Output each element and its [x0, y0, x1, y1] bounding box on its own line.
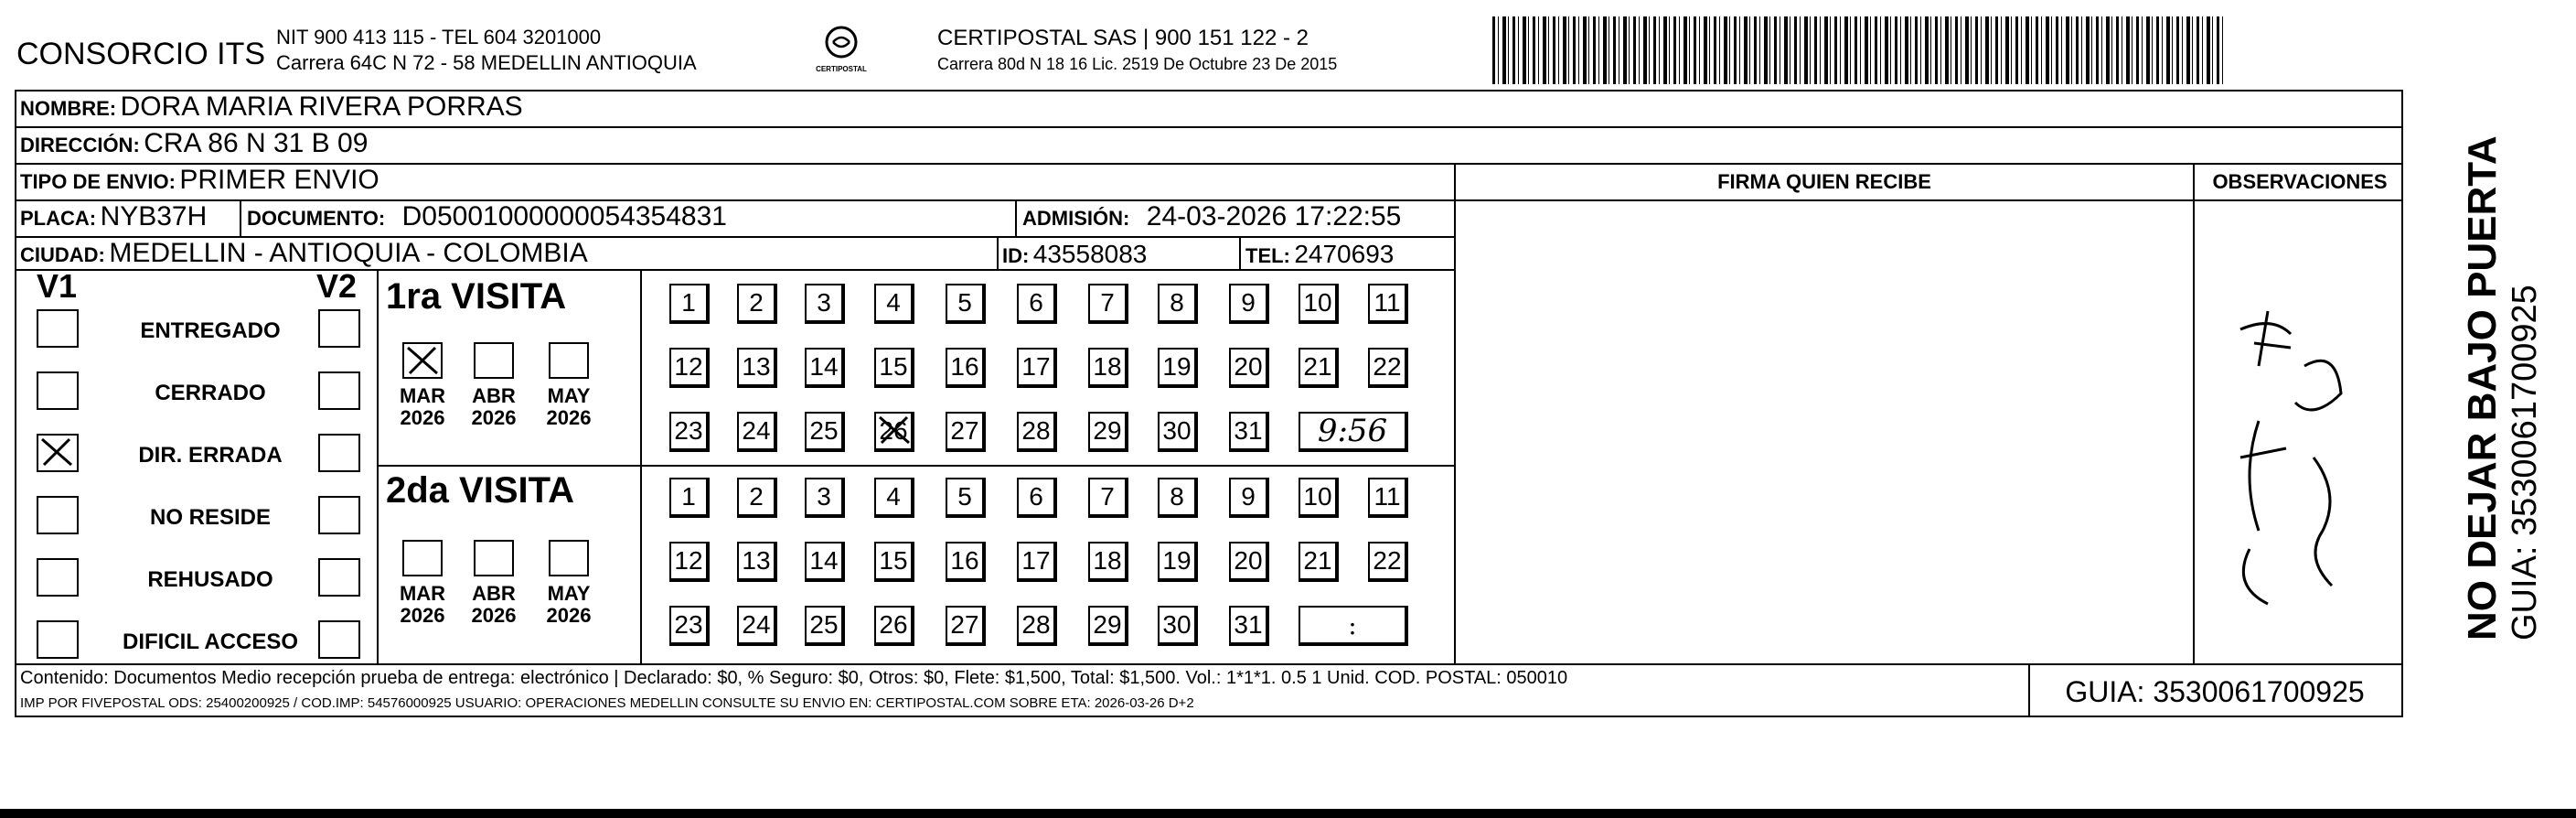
v2-checkbox-3[interactable] [318, 496, 360, 534]
visita2-day-23[interactable]: 23 [669, 606, 710, 646]
visita2-month-box-2[interactable] [549, 540, 589, 576]
visita2-day-10[interactable]: 10 [1299, 478, 1339, 518]
bottom-rule [0, 809, 2576, 818]
company-name: CONSORCIO ITS [16, 37, 266, 71]
visita2-day-4[interactable]: 4 [874, 478, 914, 518]
visita1-day-28[interactable]: 28 [1017, 412, 1057, 452]
ciudad-label: CIUDAD: [20, 243, 105, 266]
tipo-value: PRIMER ENVIO [179, 165, 379, 195]
visita2-day-24[interactable]: 24 [737, 606, 777, 646]
v2-label: V2 [316, 267, 358, 305]
status-label-1: CERRADO [155, 381, 266, 405]
visita2-day-18[interactable]: 18 [1088, 542, 1128, 582]
visita1-day-31[interactable]: 31 [1229, 412, 1269, 452]
visita2-title: 2da VISITA [386, 470, 574, 511]
visita1-month-label-2: MAY [547, 384, 591, 407]
visita1-day-25[interactable]: 25 [805, 412, 845, 452]
visita2-month-box-1[interactable] [474, 540, 514, 576]
visita2-day-12[interactable]: 12 [669, 542, 710, 582]
visita1-day-27[interactable]: 27 [946, 412, 986, 452]
visita2-day-25[interactable]: 25 [805, 606, 845, 646]
v2-checkbox-5[interactable] [318, 620, 360, 659]
v1-checkbox-1[interactable] [37, 371, 79, 410]
visita2-month-box-0[interactable] [402, 540, 443, 576]
footer-contenido: Contenido: Documentos Medio recepción prueba de entrega: electrónico | Declarado: $0, % Seguro: $0, Otros: $0, Flete: $1,500, Total: $1,500. Vol.: 1*1*1. 0.5 1 Unid. COD. POSTAL: 050010 [20, 668, 1568, 688]
id-value: 43558083 [1032, 240, 1148, 268]
visita1-day-23[interactable]: 23 [669, 412, 710, 452]
visita1-month-box-0[interactable] [402, 342, 443, 379]
visita2-month-label-1: ABR [472, 582, 516, 605]
visita1-day-12[interactable]: 12 [669, 348, 710, 388]
tel-label: TEL: [1245, 244, 1290, 267]
visita2-day-9[interactable]: 9 [1229, 478, 1269, 518]
footer-guia: GUIA: 3530061700925 [2065, 675, 2365, 708]
visita1-day-10[interactable]: 10 [1299, 284, 1339, 324]
certipostal-logo-icon [823, 24, 860, 60]
visita2-day-1[interactable]: 1 [669, 478, 710, 518]
v1-checkbox-5[interactable] [37, 620, 79, 659]
nit-line: NIT 900 413 115 - TEL 604 3201000 [276, 26, 602, 48]
visita2-day-22[interactable]: 22 [1368, 542, 1408, 582]
visita2-day-28[interactable]: 28 [1017, 606, 1057, 646]
tipo-label: TIPO DE ENVIO: [20, 170, 176, 193]
visita1-month-label-0: MAR [399, 384, 446, 407]
visita1-day-mark [876, 414, 913, 453]
visita2-day-17[interactable]: 17 [1017, 542, 1057, 582]
status-label-3: NO RESIDE [149, 505, 272, 530]
visita2-day-19[interactable]: 19 [1158, 542, 1198, 582]
visita2-day-8[interactable]: 8 [1158, 478, 1198, 518]
handwriting-scribble [2204, 293, 2378, 640]
visita1-day-3[interactable]: 3 [805, 284, 845, 324]
visita1-month-label-1: ABR [472, 384, 516, 407]
status-label-0: ENTREGADO [140, 318, 281, 343]
documento-value: D05001000000054354831 [401, 201, 727, 231]
visita1-day-9[interactable]: 9 [1229, 284, 1269, 324]
id-label: ID: [1002, 244, 1030, 267]
v2-checkbox-2[interactable] [318, 434, 360, 472]
visita2-month-year-1: 2026 [471, 604, 517, 627]
visita1-month-year-1: 2026 [471, 406, 517, 429]
visita2-day-6[interactable]: 6 [1017, 478, 1057, 518]
direccion-label: DIRECCIÓN: [20, 134, 140, 156]
status-label-5: DIFICIL ACCESO [122, 630, 298, 654]
admision-label: ADMISIÓN: [1022, 207, 1130, 230]
visita2-day-15[interactable]: 15 [874, 542, 914, 582]
visita2-day-29[interactable]: 29 [1088, 606, 1128, 646]
side-text [2460, 91, 2560, 640]
status-label-4: REHUSADO [147, 567, 273, 592]
visita2-day-3[interactable]: 3 [805, 478, 845, 518]
visita2-day-11[interactable]: 11 [1368, 478, 1408, 518]
placa-label: PLACA: [20, 207, 97, 230]
v1-label: V1 [37, 267, 78, 305]
visita2-month-label-2: MAY [547, 582, 591, 605]
barcode [1492, 16, 2224, 84]
admision-value: 24-03-2026 17:22:55 [1146, 201, 1402, 231]
visita2-day-30[interactable]: 30 [1158, 606, 1198, 646]
visita2-month-year-2: 2026 [546, 604, 592, 627]
status-label-2: DIR. ERRADA [138, 443, 283, 468]
logo-text: CERTIPOSTAL [816, 65, 867, 73]
carrier-address: Carrera 80d N 18 16 Lic. 2519 De Octubre 23 De 2015 [937, 55, 1338, 73]
v1-checkbox-4[interactable] [37, 558, 79, 597]
visita1-day-2[interactable]: 2 [737, 284, 777, 324]
v1-checkbox-3[interactable] [37, 496, 79, 534]
visita2-day-26[interactable]: 26 [874, 606, 914, 646]
visita1-day-15[interactable]: 15 [874, 348, 914, 388]
visita1-day-5[interactable]: 5 [946, 284, 986, 324]
visita1-day-22[interactable]: 22 [1368, 348, 1408, 388]
visita1-day-17[interactable]: 17 [1017, 348, 1057, 388]
visita2-month-label-0: MAR [399, 582, 446, 605]
documento-label: DOCUMENTO: [247, 207, 386, 230]
visita2-day-5[interactable]: 5 [946, 478, 986, 518]
visita1-day-1[interactable]: 1 [669, 284, 710, 324]
visita1-day-13[interactable]: 13 [737, 348, 777, 388]
firma-header: FIRMA QUIEN RECIBE [1717, 170, 1931, 193]
visita1-day-16[interactable]: 16 [946, 348, 986, 388]
visita1-month-year-0: 2026 [400, 406, 445, 429]
visita1-day-29[interactable]: 29 [1088, 412, 1128, 452]
certipostal-logo [812, 24, 871, 82]
side-warning: NO DEJAR BAJO PUERTA [2460, 135, 2505, 640]
v1-checkbox-2[interactable] [37, 434, 79, 472]
visita1-day-14[interactable]: 14 [805, 348, 845, 388]
visita1-month-box-1[interactable] [474, 342, 514, 379]
visita1-day-24[interactable]: 24 [737, 412, 777, 452]
observaciones-header: OBSERVACIONES [2212, 170, 2388, 193]
visita1-time-box[interactable]: 9:56 [1299, 412, 1408, 452]
visita1-day-21[interactable]: 21 [1299, 348, 1339, 388]
visita1-month-box-2[interactable] [549, 342, 589, 379]
visita1-day-26[interactable]: 26 [874, 412, 914, 452]
visita2-day-13[interactable]: 13 [737, 542, 777, 582]
ciudad-value: MEDELLIN - ANTIOQUIA - COLOMBIA [109, 238, 588, 268]
observaciones-handwritten [2204, 293, 2378, 640]
visita1-day-8[interactable]: 8 [1158, 284, 1198, 324]
direccion-value: CRA 86 N 31 B 09 [144, 128, 369, 158]
visita1-day-20[interactable]: 20 [1229, 348, 1269, 388]
carrier-name: CERTIPOSTAL SAS | 900 151 122 - 2 [937, 26, 1309, 50]
visita1-month-year-2: 2026 [546, 406, 592, 429]
visita1-day-30[interactable]: 30 [1158, 412, 1198, 452]
visita1-day-18[interactable]: 18 [1088, 348, 1128, 388]
visita1-title: 1ra VISITA [386, 276, 567, 317]
visita2-day-2[interactable]: 2 [737, 478, 777, 518]
nombre-label: NOMBRE: [20, 97, 117, 120]
nombre-value: DORA MARIA RIVERA PORRAS [120, 91, 523, 122]
visita2-month-year-0: 2026 [400, 604, 445, 627]
visita2-day-16[interactable]: 16 [946, 542, 986, 582]
visita2-day-14[interactable]: 14 [805, 542, 845, 582]
visita2-day-21[interactable]: 21 [1299, 542, 1339, 582]
visita1-day-6[interactable]: 6 [1017, 284, 1057, 324]
visita1-day-4[interactable]: 4 [874, 284, 914, 324]
address-line: Carrera 64C N 72 - 58 MEDELLIN ANTIOQUIA [276, 51, 697, 74]
v2-checkbox-4[interactable] [318, 558, 360, 597]
tel-value: 2470693 [1294, 240, 1395, 268]
v1-checkbox-0[interactable] [37, 309, 79, 348]
side-guia: GUIA: 3530061700925 [2506, 285, 2544, 640]
visita1-day-7[interactable]: 7 [1088, 284, 1128, 324]
visita2-day-7[interactable]: 7 [1088, 478, 1128, 518]
footer-imp: IMP POR FIVEPOSTAL ODS: 25400200925 / COD.IMP: 54576000925 USUARIO: OPERACIONES MEDELLIN CONSULTE SU ENVIO EN: CERTIPOSTAL.COM SOBRE ETA: 2026-03-26 D+2 [20, 695, 1194, 711]
visita2-time-box[interactable]: : [1299, 606, 1408, 646]
visita1-day-19[interactable]: 19 [1158, 348, 1198, 388]
visita1-day-11[interactable]: 11 [1368, 284, 1408, 324]
visita2-day-20[interactable]: 20 [1229, 542, 1269, 582]
v2-checkbox-1[interactable] [318, 371, 360, 410]
visita2-day-31[interactable]: 31 [1229, 606, 1269, 646]
visita2-day-27[interactable]: 27 [946, 606, 986, 646]
v2-checkbox-0[interactable] [318, 309, 360, 348]
placa-value: NYB37H [100, 201, 208, 231]
